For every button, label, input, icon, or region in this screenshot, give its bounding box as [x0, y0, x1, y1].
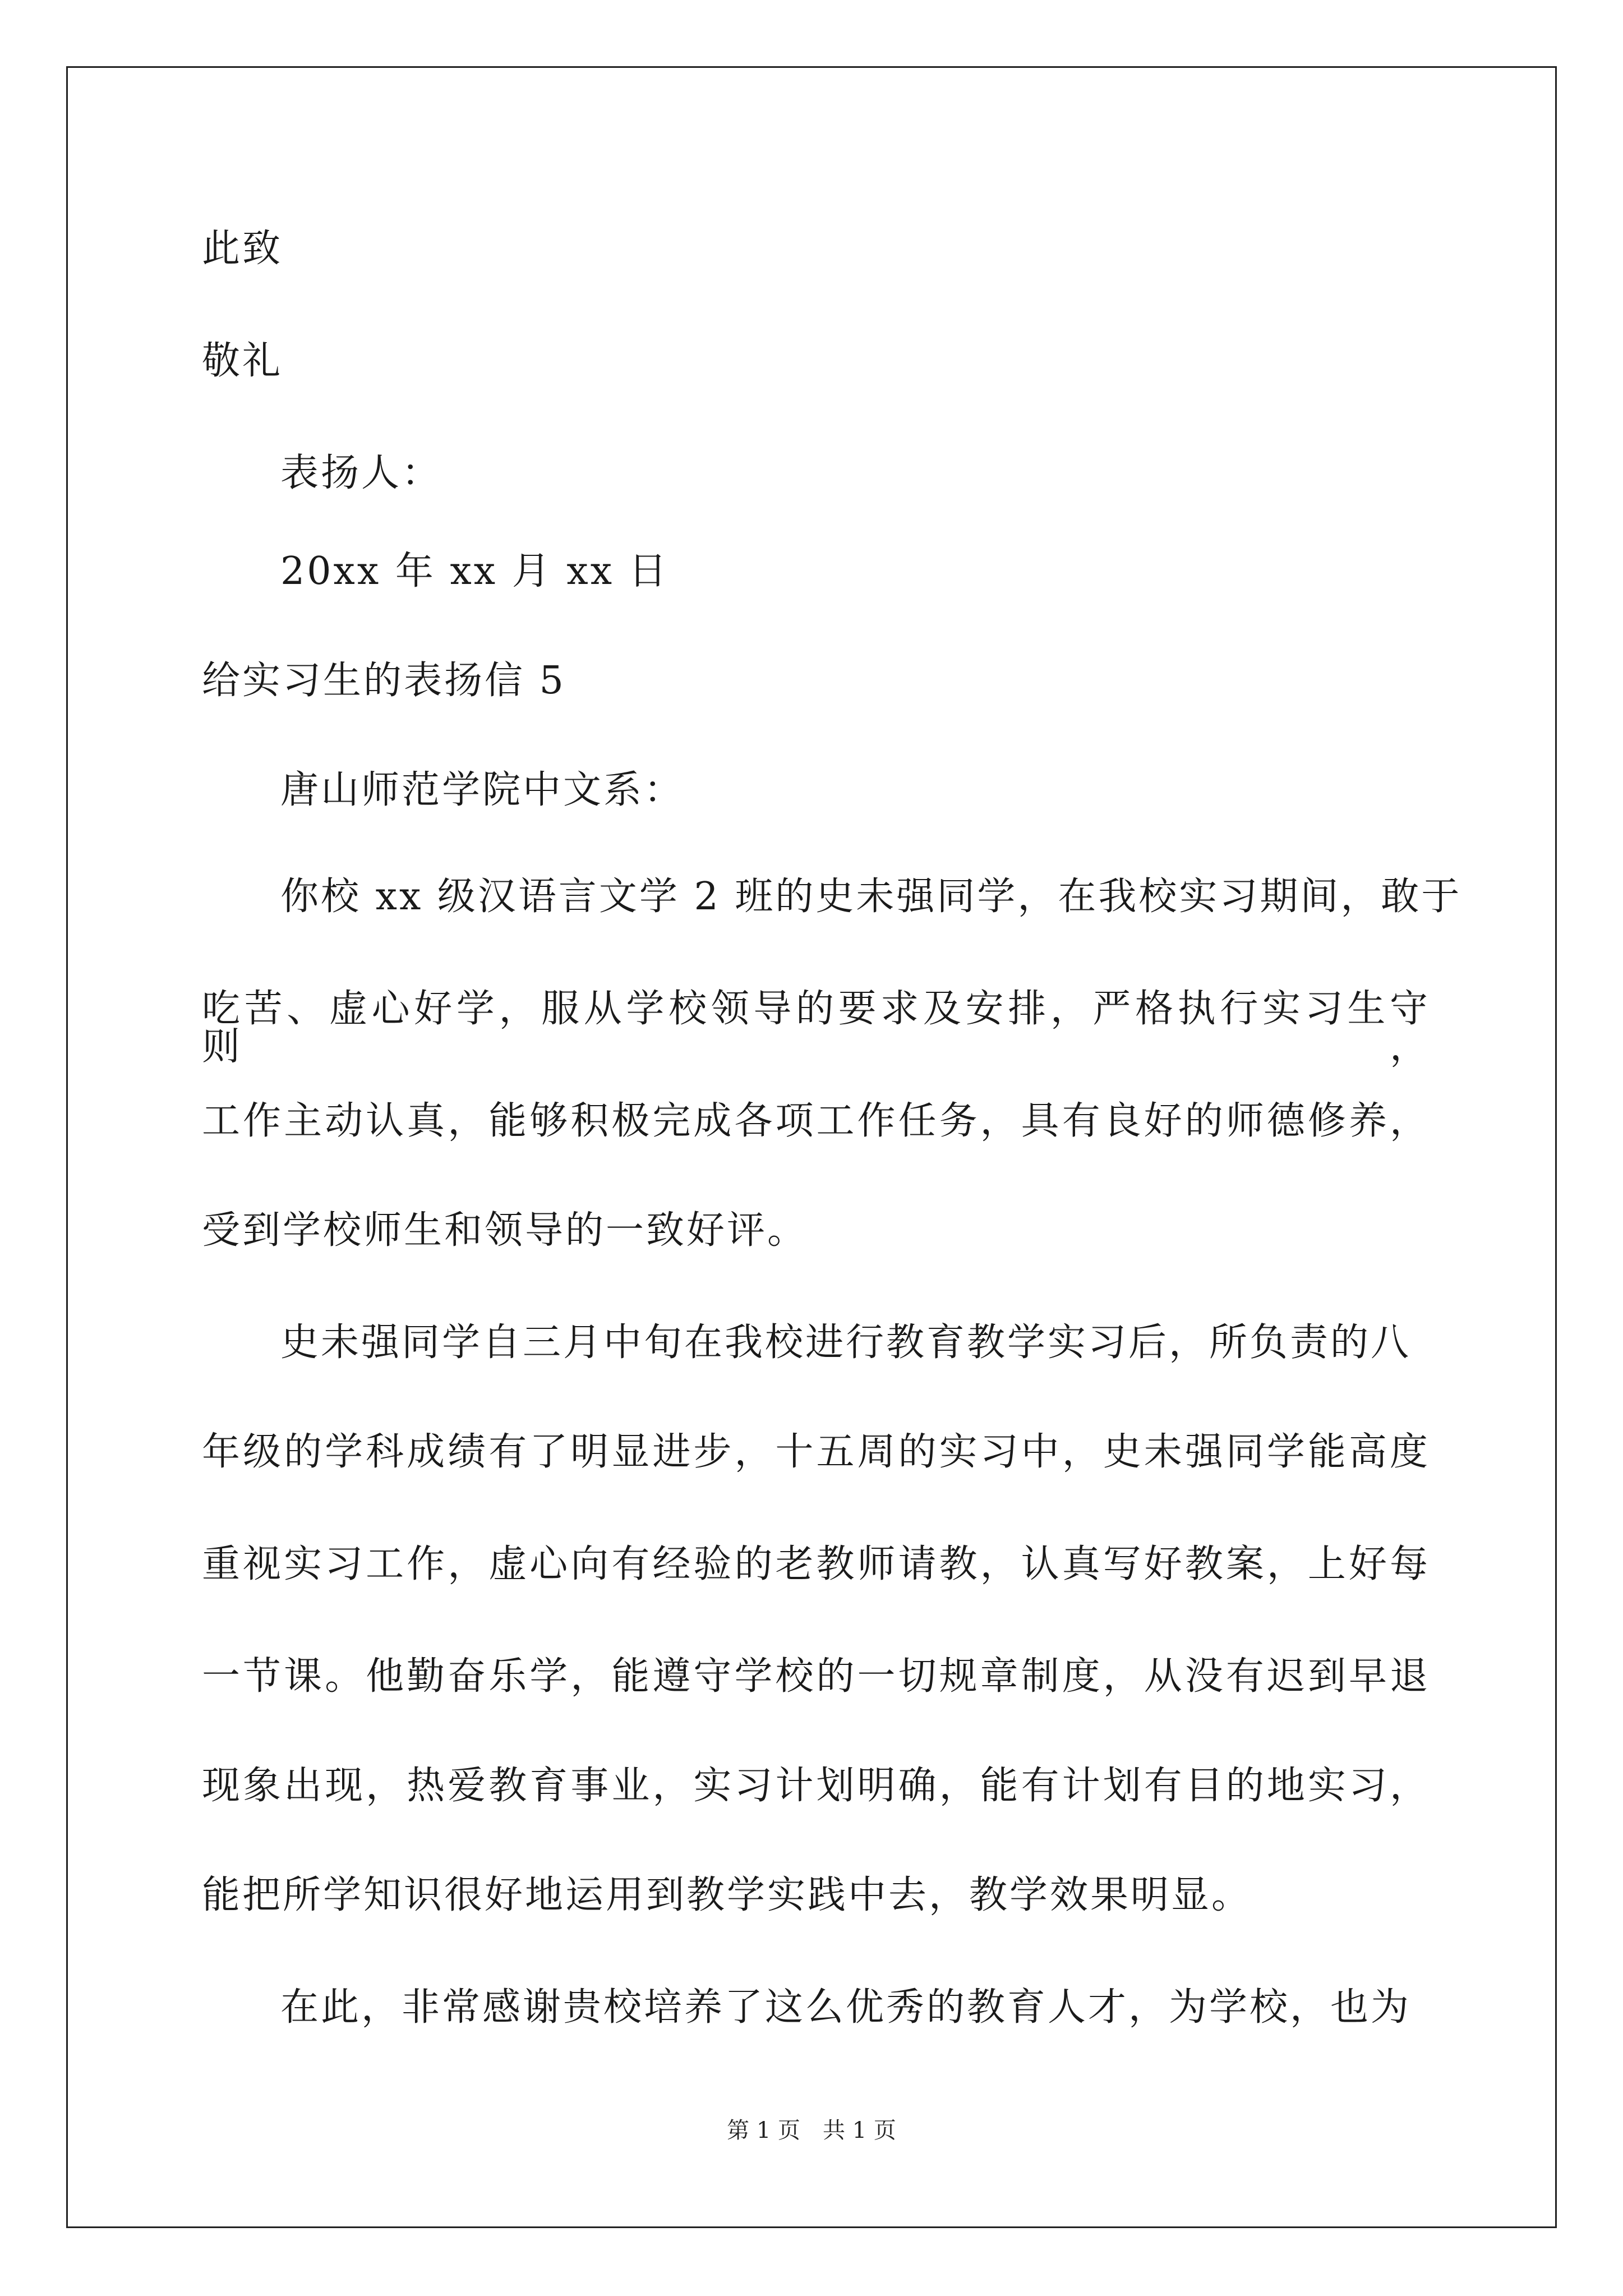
paragraph-1-line-2: 吃苦、虚心好学，服从学校领导的要求及安排，严格执行实习生守则， — [202, 987, 1430, 1069]
closing-salutation: 此致 — [202, 227, 283, 271]
section-heading: 给实习生的表扬信 5 — [202, 659, 566, 703]
paragraph-1-line-4: 受到学校师生和领导的一致好评。 — [202, 1208, 808, 1253]
paragraph-2-line-6: 能把所学知识很好地运用到教学实践中去，教学效果明显。 — [202, 1873, 1252, 1917]
paragraph-1-line-1: 你校 xx 级汉语言文学 2 班的史未强同学，在我校实习期间，敢于 — [280, 875, 1462, 919]
paragraph-2-line-1: 史未强同学自三月中旬在我校进行教育教学实习后，所负责的八 — [280, 1320, 1412, 1365]
paragraph-2-line-5: 现象出现，热爱教育事业，实习计划明确，能有计划有目的地实习， — [202, 1764, 1430, 1808]
signer-label: 表扬人： — [280, 451, 442, 495]
paragraph-2-line-4: 一节课。他勤奋乐学，能遵守学校的一切规章制度，从没有迟到早退 — [202, 1654, 1430, 1699]
addressee: 唐山师范学院中文系： — [280, 768, 685, 812]
paragraph-2-line-2: 年级的学科成绩有了明显进步，十五周的实习中，史未强同学能高度 — [202, 1430, 1430, 1474]
paragraph-2-line-3: 重视实习工作，虚心向有经验的老教师请教，认真写好教案，上好每 — [202, 1542, 1430, 1586]
paragraph-3-line-1: 在此，非常感谢贵校培养了这么优秀的教育人才，为学校，也为 — [280, 1985, 1412, 2030]
signed-date: 20xx 年 xx 月 xx 日 — [280, 549, 669, 593]
page-indicator: 第 1 页 共 1 页 — [727, 2118, 896, 2143]
closing-regards: 敬礼 — [202, 339, 283, 383]
paragraph-1-line-3: 工作主动认真，能够积极完成各项工作任务，具有良好的师德修养， — [202, 1099, 1430, 1143]
